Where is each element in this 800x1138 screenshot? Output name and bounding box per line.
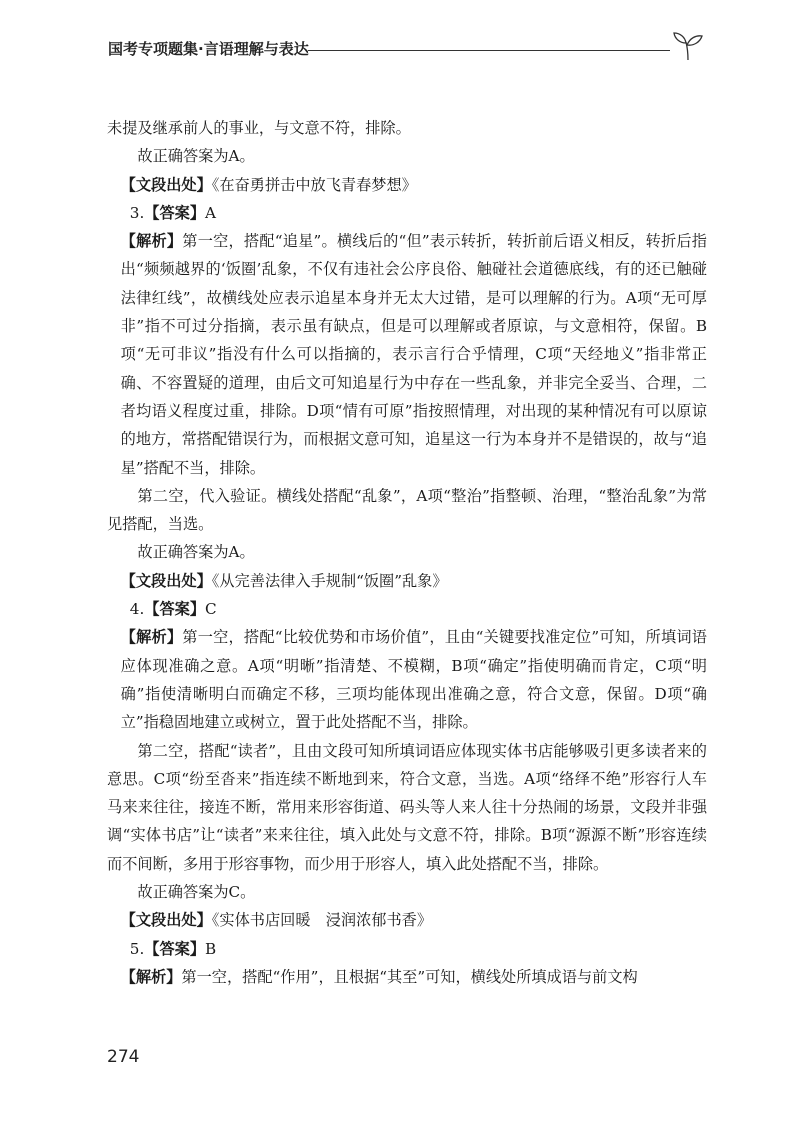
section-label: 【文段出处】	[120, 175, 212, 194]
running-header	[108, 28, 708, 64]
paragraph-11	[107, 737, 707, 878]
paragraph-5	[107, 227, 707, 482]
paragraph-15	[107, 963, 707, 991]
paragraph-2	[107, 142, 707, 170]
question-number: 5.	[129, 939, 145, 958]
page-number: 274	[107, 1047, 140, 1067]
paragraph-14	[107, 935, 707, 963]
section-label: 【解析】	[120, 232, 183, 251]
paragraph-text: 第一空，搭配“比较优势和市场价值”，且由“关键要找准定位”可知，所填词语应体现准确之意。A项“明晰”指清楚、不模糊，B项“确定”指使明确而肯定，C项“明确”指使清晰明白而确定不移，三项均能体现出准确之意，符合文意，保留。D项“确立”指稳固地建立或树立，置于此处搭配不当，排除。	[120, 628, 707, 732]
paragraph-text: 第二空，代入验证。横线处搭配“乱象”，A项“整治”指整顿、治理，“整治乱象”为常见搭配，当选。	[107, 486, 707, 534]
question-number: 4.	[129, 600, 145, 619]
section-label: 【解析】	[120, 628, 183, 647]
section-label: 【答案】	[144, 600, 206, 619]
paragraph-text: 未提及继承前人的事业，与文意不符，排除。	[107, 119, 411, 137]
paragraph-text: 《在奋勇拼击中放飞青春梦想》	[211, 175, 417, 194]
sprout-icon	[670, 28, 706, 62]
book-title: 国考专项题集·言语理解与表达	[108, 40, 309, 58]
paragraph-text: B	[205, 939, 217, 958]
section-label: 【文段出处】	[120, 911, 212, 930]
section-label: 【文段出处】	[120, 571, 212, 590]
paragraph-10	[107, 623, 707, 736]
paragraph-text: 第一空，搭配“作用”，且根据“其至”可知，横线处所填成语与前文构	[181, 967, 638, 986]
section-label: 【答案】	[144, 939, 206, 958]
paragraph-text: 第一空，搭配“追星”。横线后的“但”表示转折，转折前后语义相反，转折后指出“频频越界的‘饭圈’乱象，不仅有违社会公序良俗、触碰社会道德底线，有的还已触碰法律红线”，故横线处应表示追星本身并无太大过错，是可以理解的行为。A项“无可厚非”指不可过分指摘，表示虽有缺点，但是可以理解或者原谅，与文意相符，保留。B项“无可非议”指没有什么可以指摘的，表示言行合乎情理，C项“天经地义”指非常正确、不容置疑的道理，由后文可知追星行为中存在一些乱象，并非完全妥当、合理，二者均语义程度过重，排除。D项“情有可原”指按照情理，对出现的某种情况有可以原谅的地方，常搭配错误行为，而根据文意可知，追星这一行为本身并不是错误的，故与“追星”搭配不当，排除。	[120, 232, 707, 477]
question-number: 3.	[129, 203, 145, 222]
paragraph-text: 第二空，搭配“读者”，且由文段可知所填词语应体现实体书店能够吸引更多读者来的意思。C项“纷至沓来”指连续不断地到来，符合文意，当选。A项“络绎不绝”形容行人车马来来往往，接连不断，常用来形容街道、码头等人来人往十分热闹的场景，文段并非强调“实体书店”让“读者”来来往往，填入此处与文意不符，排除。B项“源源不断”形容连续而不间断，多用于形容事物，而少用于形容人，填入此处搭配不当，排除。	[107, 741, 707, 873]
paragraph-text: 《从完善法律入手规制“饭圈”乱象》	[211, 571, 448, 590]
paragraph-3	[107, 171, 707, 199]
paragraph-13	[107, 906, 707, 934]
answer-explanations	[107, 114, 707, 991]
paragraph-12	[107, 878, 707, 906]
header-rule	[308, 50, 670, 51]
paragraph-8	[107, 567, 707, 595]
paragraph-text: C	[205, 600, 217, 619]
paragraph-7	[107, 538, 707, 566]
paragraph-9	[107, 595, 707, 623]
section-label: 【解析】	[120, 967, 182, 986]
paragraph-text: 《实体书店回暖 浸润浓郁书香》	[211, 911, 433, 930]
section-label: 【答案】	[144, 203, 206, 222]
paragraph-1	[107, 114, 707, 142]
paragraph-text: 故正确答案为A。	[137, 543, 255, 562]
paragraph-text: 故正确答案为A。	[137, 147, 255, 166]
paragraph-6	[107, 482, 707, 539]
paragraph-4	[107, 199, 707, 227]
paragraph-text: A	[205, 203, 217, 222]
paragraph-text: 故正确答案为C。	[137, 883, 256, 902]
